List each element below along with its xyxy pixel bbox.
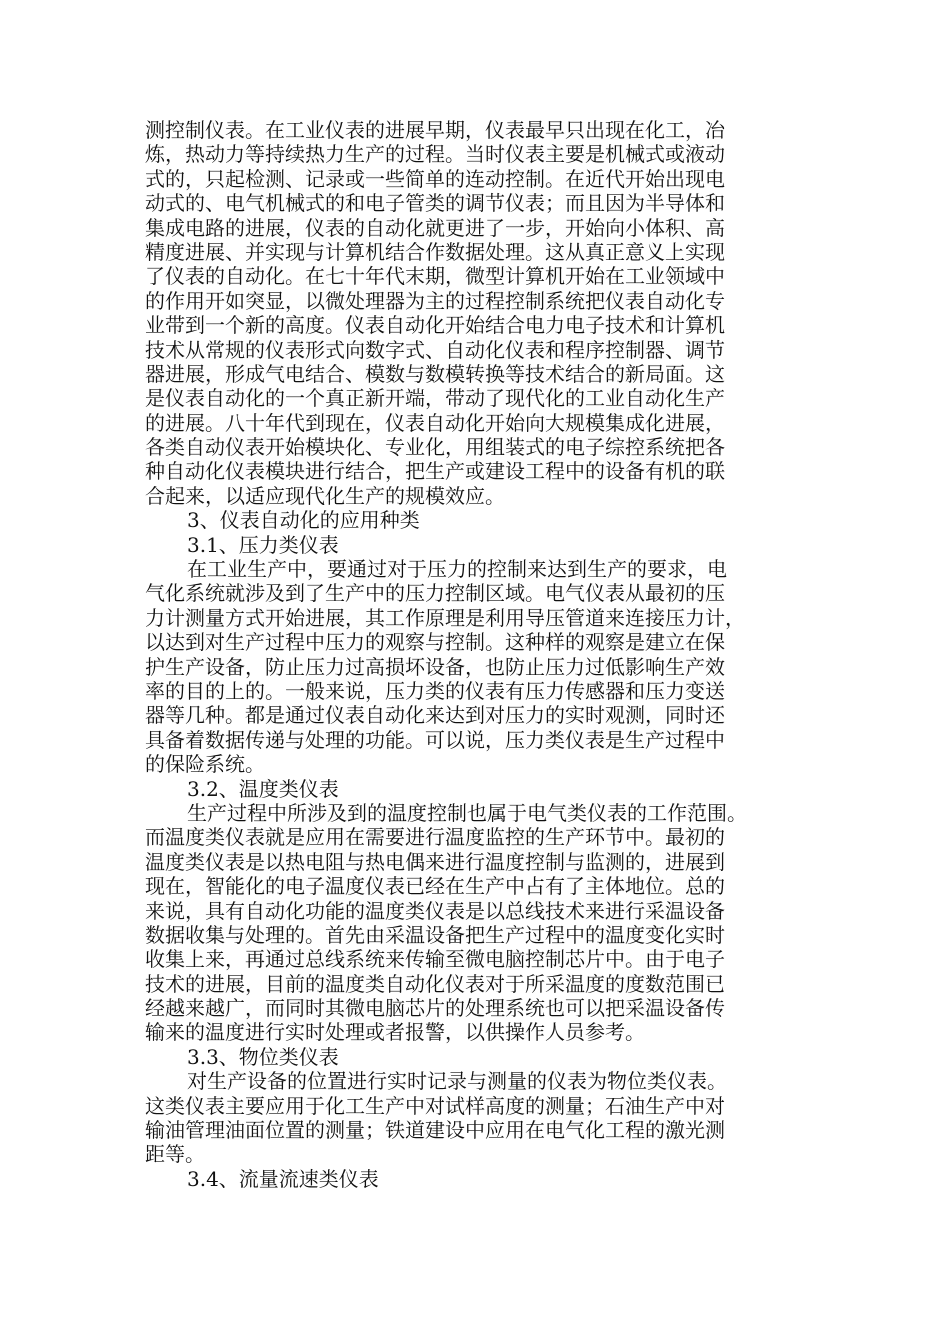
text-line: 精度进展、并实现与计算机结合作数据处理。这从真正意义上实现 [145,239,725,264]
text-line: 来说，具有自动化功能的温度类仪表是以总线技术来进行采温设备 [145,898,725,923]
text-line: 技术从常规的仪表形式向数字式、自动化仪表和程序控制器、调节 [145,337,725,362]
text-line: 的作用开如突显，以微处理器为主的过程控制系统把仪表自动化专 [145,288,725,313]
text-line: 率的目的上的。一般来说，压力类的仪表有压力传感器和压力变送 [145,678,725,703]
text-line: 3、仪表自动化的应用种类 [187,508,420,533]
text-line: 动式的、电气机械式的和电子管类的调节仪表；而且因为半导体和 [145,191,725,216]
text-line: 的进展。八十年代到现在，仪表自动化开始向大规模集成化进展， [145,410,725,435]
text-line: 收集上来，再通过总线系统来传输至微电脑控制芯片中。由于电子 [145,947,725,972]
text-line: 式的，只起检测、记录或一些简单的连动控制。在近代开始出现电 [145,166,725,191]
text-line: 测控制仪表。在工业仪表的进展早期，仪表最早只出现在化工，冶 [145,118,725,142]
text-line: 在工业生产中，要通过对于压力的控制来达到生产的要求，电 [187,557,727,582]
text-line: 集成电路的进展，仪表的自动化就更进了一步，开始向小体积、高 [145,215,725,240]
text-line: 距等。 [145,1142,205,1167]
text-line: 输油管理油面位置的测量；铁道建设中应用在电气化工程的激光测 [145,1118,725,1143]
text-line: 种自动化仪表模块进行结合，把生产或建设工程中的设备有机的联 [145,459,725,484]
document-page [145,118,805,1191]
text-line: 3.3、物位类仪表 [187,1044,339,1069]
text-line: 器进展，形成气电结合、模数与数模转换等技术结合的新局面。这 [145,361,725,386]
text-line: 对生产设备的位置进行实时记录与测量的仪表为物位类仪表。 [187,1069,727,1094]
text-line: 而温度类仪表就是应用在需要进行温度监控的生产环节中。最初的 [145,825,725,850]
text-line: 3.2、温度类仪表 [187,776,339,801]
text-line: 的保险系统。 [145,752,265,777]
text-line: 各类自动仪表开始模块化、专业化，用组装式的电子综控系统把各 [145,435,725,460]
text-line: 现在，智能化的电子温度仪表已经在生产中占有了主体地位。总的 [145,874,725,899]
text-line: 护生产设备，防止压力过高损坏设备，也防止压力过低影响生产效 [145,654,725,679]
text-line: 具备着数据传递与处理的功能。可以说，压力类仪表是生产过程中 [145,727,725,752]
text-line: 是仪表自动化的一个真正新开端，带动了现代化的工业自动化生产 [145,386,725,411]
text-line: 了仪表的自动化。在七十年代末期，微型计算机开始在工业领域中 [145,264,725,289]
text-line: 器等几种。都是通过仪表自动化来达到对压力的实时观测，同时还 [145,703,725,728]
text-line: 炼，热动力等持续热力生产的过程。当时仪表主要是机械式或液动 [145,142,725,167]
text-line: 经越来越广，而同时其微电脑芯片的处理系统也可以把采温设备传 [145,996,725,1021]
text-line: 3.1、压力类仪表 [187,532,339,557]
text-line: 合起来，以适应现代化生产的规模效应。 [145,483,505,508]
text-line: 3.4、流量流速类仪表 [187,1166,379,1191]
text-line: 业带到一个新的高度。仪表自动化开始结合电力电子技术和计算机 [145,313,725,338]
text-line: 生产过程中所涉及到的温度控制也属于电气类仪表的工作范围。 [187,800,747,825]
text-line: 以达到对生产过程中压力的观察与控制。这种样的观察是建立在保 [145,630,725,655]
text-line: 这类仪表主要应用于化工生产中对试样高度的测量；石油生产中对 [145,1093,725,1118]
text-line: 气化系统就涉及到了生产中的压力控制区域。电气仪表从最初的压 [145,581,725,606]
text-line: 数据收集与处理的。首先由采温设备把生产过程中的温度变化实时 [145,922,725,947]
text-line: 温度类仪表是以热电阻与热电偶来进行温度控制与监测的，进展到 [145,849,725,874]
text-line: 力计测量方式开始进展，其工作原理是利用导压管道来连接压力计， [145,605,745,630]
text-line: 技术的进展，目前的温度类自动化仪表对于所采温度的度数范围已 [145,971,725,996]
text-line: 输来的温度进行实时处理或者报警，以供操作人员参考。 [145,1020,645,1045]
